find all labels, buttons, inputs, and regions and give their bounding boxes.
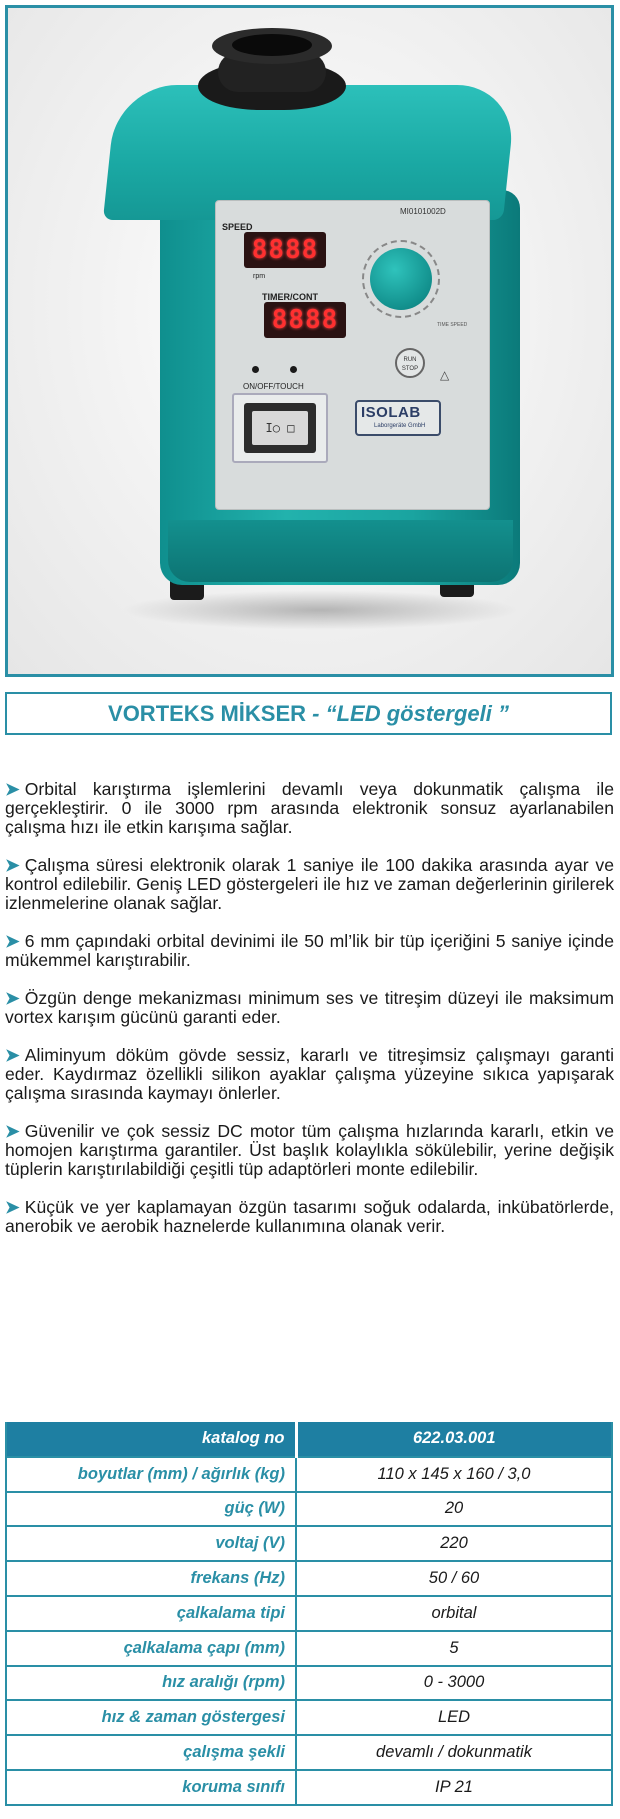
spec-row [6, 1631, 612, 1666]
spec-row [6, 1561, 612, 1596]
spec-key: hız & zaman göstergesi [6, 1700, 296, 1735]
speed-label: SPEED [222, 222, 253, 232]
spec-value: 0 - 3000 [296, 1666, 612, 1701]
title-subtitle: - “LED göstergeli ” [312, 701, 509, 726]
product-title [5, 692, 612, 735]
brand-subtitle: Laborgeräte GmbH [374, 423, 426, 429]
arrow-bullet-icon: ➤ [5, 855, 20, 875]
spec-key: güç (W) [6, 1492, 296, 1527]
spec-value: 20 [296, 1492, 612, 1527]
timer-display: 8888 [264, 302, 346, 338]
spec-header-row [6, 1422, 612, 1457]
spec-value: LED [296, 1700, 612, 1735]
arrow-bullet-icon: ➤ [5, 779, 20, 799]
title-main: VORTEKS MİKSER [108, 701, 307, 726]
feature-item: ➤ Çalışma süresi elektronik olarak 1 saniye ile 100 dakika arasında ayar ve kontrol edilebilir. Geniş LED göstergeleri ile hız ve zaman değerlerinin girilerek izlenmelerine olanak sağlar. [5, 855, 614, 913]
feature-item: ➤ Küçük ve yer kaplamayan özgün tasarımı soğuk odalarda, inkübatörlerde, anerobik ve aerobik haznelerde kullanımına olanak verir. [5, 1197, 614, 1236]
spec-key: boyutlar (mm) / ağırlık (kg) [6, 1457, 296, 1492]
time-speed-label: TIME SPEED [437, 322, 468, 328]
spec-key: çalkalama çapı (mm) [6, 1631, 296, 1666]
spec-key: voltaj (V) [6, 1526, 296, 1561]
spec-row [6, 1526, 612, 1561]
arrow-bullet-icon: ➤ [5, 988, 20, 1008]
arrow-bullet-icon: ➤ [5, 1121, 20, 1141]
feature-item: ➤ 6 mm çapındaki orbital devinimi ile 50 ml’lik bir tüp içeriğini 5 saniye içinde mükemmel karıştırabilir. [5, 931, 614, 970]
spec-value: 220 [296, 1526, 612, 1561]
spec-value: orbital [296, 1596, 612, 1631]
spec-key: katalog no [6, 1422, 296, 1457]
feature-item: ➤ Aliminyum döküm gövde sessiz, kararlı ve titreşimsiz çalışmayı garanti eder. Kaydırmaz özellikli silikon ayaklar çalışma yüzeyine sıkıca yapışarak çalışma sırasında kaymayı önlerler. [5, 1045, 614, 1103]
spec-row [6, 1666, 612, 1701]
spec-key: çalışma şekli [6, 1735, 296, 1770]
spec-row [6, 1492, 612, 1527]
spec-row [6, 1770, 612, 1805]
spec-value: 110 x 145 x 160 / 3,0 [296, 1457, 612, 1492]
spec-value: 50 / 60 [296, 1561, 612, 1596]
brand-name: ISOLAB [361, 404, 421, 421]
spec-value: devamlı / dokunmatik [296, 1735, 612, 1770]
spec-key: frekans (Hz) [6, 1561, 296, 1596]
control-knob [370, 248, 432, 310]
feature-item: ➤ Güvenilir ve çok sessiz DC motor tüm çalışma hızlarında kararlı, etkin ve homojen karıştırma garantiler. Üst başlık kolaylıkla sökülebilir, yerine değişik tüplerin karıştırılabildiği çeşitli tüp adaptörleri monte edilebilir. [5, 1121, 614, 1179]
rocker-icon: I○ □ [252, 411, 308, 445]
spec-value: IP 21 [296, 1770, 612, 1805]
model-code: MI0101002D [400, 207, 446, 216]
warning-icon: △ [440, 368, 450, 382]
feature-item: ➤ Orbital karıştırma işlemlerini devamlı veya dokunmatik çalışma ile gerçekleştirir. 0 ile 3000 rpm arasında elektronik sonsuz ayarlanabilen çalışma hızı ile etkin karışıma sağlar. [5, 779, 614, 837]
run-stop-button: RUN STOP [395, 348, 425, 378]
spec-value: 5 [296, 1631, 612, 1666]
spec-row [6, 1700, 612, 1735]
arrow-bullet-icon: ➤ [5, 931, 20, 951]
onoff-label: ON/OFF/TOUCH [243, 382, 304, 391]
spec-key: hız aralığı (rpm) [6, 1666, 296, 1701]
spec-row [6, 1735, 612, 1770]
spec-table [5, 1422, 613, 1806]
rpm-label: rpm [253, 273, 266, 280]
feature-item: ➤ Özgün denge mekanizması minimum ses ve titreşim düzeyi ile maksimum vortex karışım gücünü garanti eder. [5, 988, 614, 1027]
feature-list [5, 780, 614, 1255]
spec-value: 622.03.001 [296, 1422, 612, 1457]
arrow-bullet-icon: ➤ [5, 1197, 20, 1217]
speed-display: 8888 [244, 232, 326, 268]
spec-key: koruma sınıfı [6, 1770, 296, 1805]
indicator-light [290, 366, 297, 373]
arrow-bullet-icon: ➤ [5, 1045, 20, 1065]
indicator-light [252, 366, 259, 373]
spec-key: çalkalama tipi [6, 1596, 296, 1631]
spec-row [6, 1457, 612, 1492]
spec-row [6, 1596, 612, 1631]
timer-label: TIMER/CONT [262, 292, 318, 302]
